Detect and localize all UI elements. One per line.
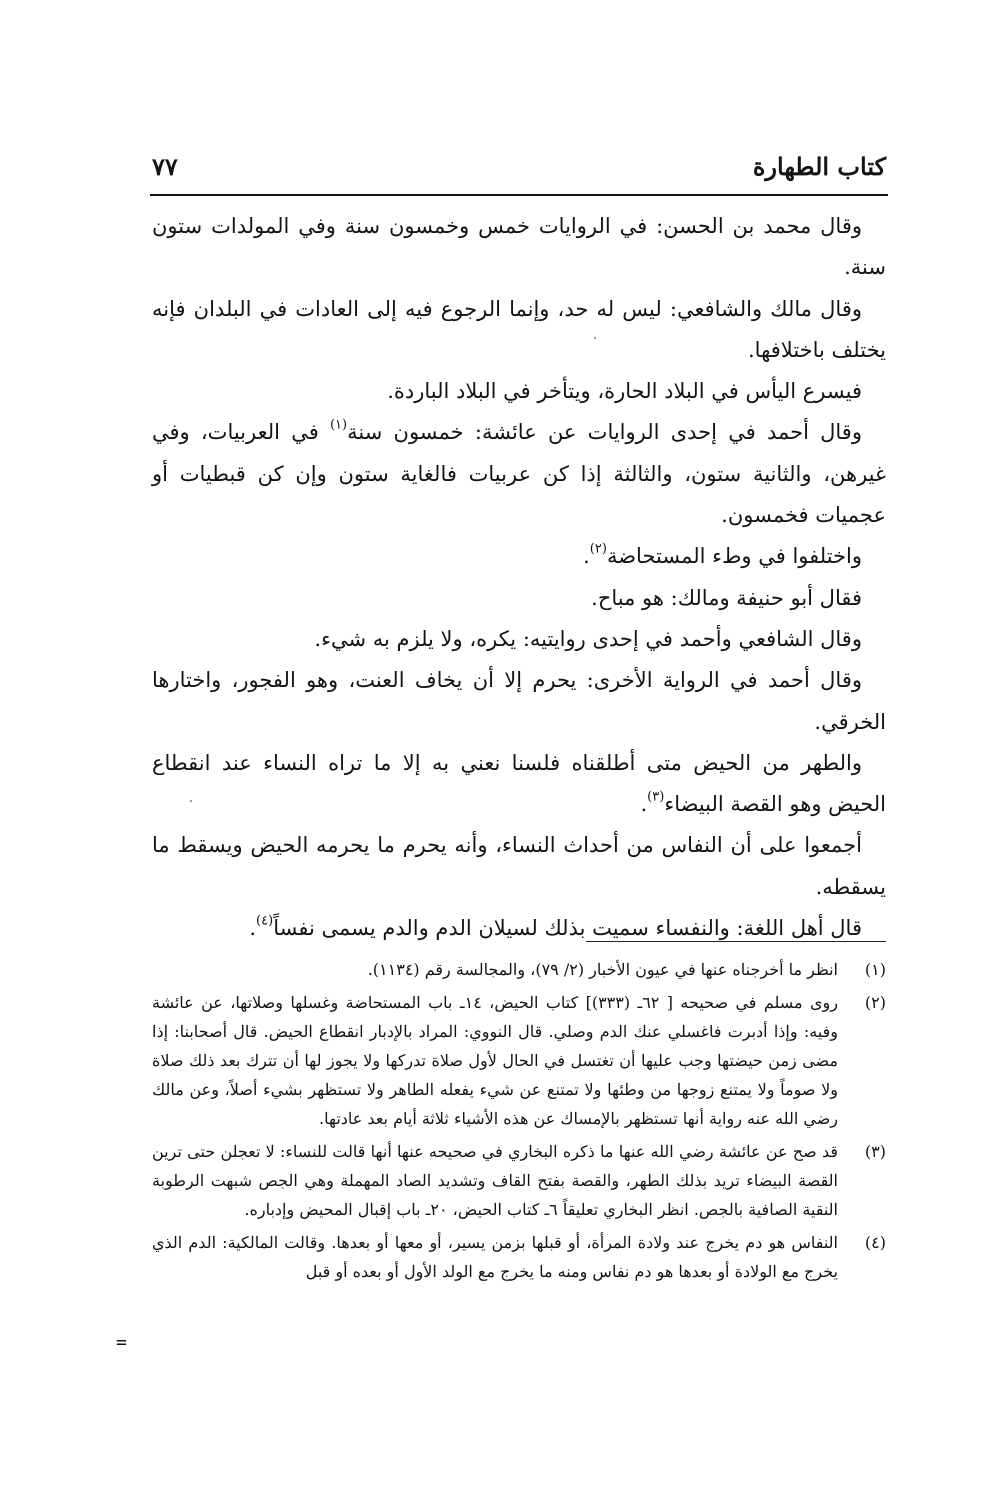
paragraph-6: فقال أبو حنيفة ومالك: هو مباح. (591, 585, 862, 610)
footnote-2 (152, 988, 886, 1133)
paragraph-9: والطهر من الحيض متى أطلقناه فلسنا نعني به إلا ما تراه النساء عند انقطاع الحيض وهو القصة البيضاء$^{(٣)}$. (152, 750, 886, 817)
paragraph-1: وقال محمد بن الحسن: في الروايات خمس وخمسون سنة وفي المولدات ستون سنة. (152, 214, 886, 280)
continuation-mark: = (116, 1332, 127, 1353)
footnote-3 (152, 1137, 886, 1224)
header-rule (150, 194, 888, 196)
chapter-title: كتاب الطهارة (752, 152, 886, 181)
footnote-1 (152, 955, 886, 984)
footnote-ref-3: (٣) (647, 789, 665, 805)
footnote-number: (٣) (864, 1142, 886, 1161)
paragraph-11: قال أهل اللغة: والنفساء سميت بذلك لسيلان الدم والدم يسمى نفساً$^{(٤)}$. (249, 913, 862, 941)
footnote-4 (152, 1228, 886, 1286)
main-text (152, 206, 886, 949)
footnote-text: قد صح عن عائشة رضي الله عنها ما ذكره البخاري في صحيحه عنها أنها قالت للنساء: لا تعجلن حتى ترين القصة البيضاء تريد بذلك الطهر، والقصة بفتح القاف وتشديد الصاد المهملة وهي الجص شبهت الرطوبة النقية الصافية بالجص. انظر البخاري تعليقاً ٦ـ كتاب الحيض، ٢٠ـ باب إقبال المحيض وإدباره. (152, 1142, 838, 1219)
paragraph-3: فيسرع اليأس في البلاد الحارة، ويتأخر في البلاد الباردة. (387, 379, 862, 404)
paragraph-10: أجمعوا على أن النفاس من أحداث النساء، وأنه يحرم ما يحرمه الحيض ويسقط ما يسقطه. (152, 833, 886, 899)
paragraph-4: وقال أحمد في إحدى الروايات عن عائشة: خمسون سنة$^{(١)}$ في العربيات، وفي غيرهن، والثانية ستون، والثالثة إذا كن عربيات فالغاية ستون وإن كن قبطيات أو عجميات فخمسون. (152, 418, 886, 528)
page-number: ٧٧ (152, 152, 178, 181)
scan-speck (594, 337, 596, 339)
footnote-ref-1: (١) (329, 418, 348, 434)
paragraph-8: وقال أحمد في الرواية الأخرى: يحرم إلا أن يخاف العنت، وهو الفجور، واختارها الخرقي. (152, 668, 886, 734)
footnote-ref-2: (٢) (589, 541, 607, 557)
footnote-number: (٤) (864, 1233, 886, 1252)
running-header (150, 152, 886, 190)
footnote-text: روى مسلم في صحيحه [ ٦٢ـ (٣٣٣)] كتاب الحيض، ١٤ـ باب المستحاضة وغسلها وصلاتها، عن عائشة وفيه: وإذا أدبرت فاغسلي عنك الدم وصلي. قال النووي: المراد بالإدبار انقطاع الحيض. قال أصحابنا: إذا مضى زمن حيضتها وجب عليها أن تغتسل في الحال لأول صلاة تدركها ولا يجوز لها أن تترك بعد ذلك صلاة ولا صوماً ولا يمتنع زوجها من وطئها ولا تمتنع عن شيء يفعله الطاهر ولا تستظهر بشيء أصلاً، وعن مالك رضي الله عنه رواية أنها تستظهر بالإمساك عن هذه الأشياء ثلاثة أيام بعد عادتها. (152, 993, 839, 1128)
footnote-ref-4: (٤) (256, 913, 274, 929)
footnote-text: النفاس هو دم يخرج عند ولادة المرأة، أو قبلها بزمن يسير، أو معها أو بعدها. وقالت المالكية: الدم الذي يخرج مع الولادة أو بعدها هو دم نفاس ومنه ما يخرج مع الولد الأول أو بعده أو قبل (152, 1233, 839, 1281)
footnote-number: (٢) (864, 993, 886, 1012)
paragraph-5: واختلفوا في وطء المستحاضة$^{(٢)}$. (583, 541, 862, 569)
footnote-number: (١) (864, 960, 886, 979)
footnote-text: انظر ما أخرجناه عنها في عيون الأخبار (٢/ ٧٩)، والمجالسة رقم (١١٣٤). (367, 960, 838, 979)
paragraph-7: وقال الشافعي وأحمد في إحدى روايتيه: يكره، ولا يلزم به شيء. (314, 626, 862, 651)
footnote-separator (586, 941, 886, 942)
footnotes (152, 955, 886, 1290)
paragraph-2: وقال مالك والشافعي: ليس له حد، وإنما الرجوع فيه إلى العادات في البلدان فإنه يختلف باختلافها. (152, 296, 886, 362)
scan-speck (190, 800, 192, 802)
